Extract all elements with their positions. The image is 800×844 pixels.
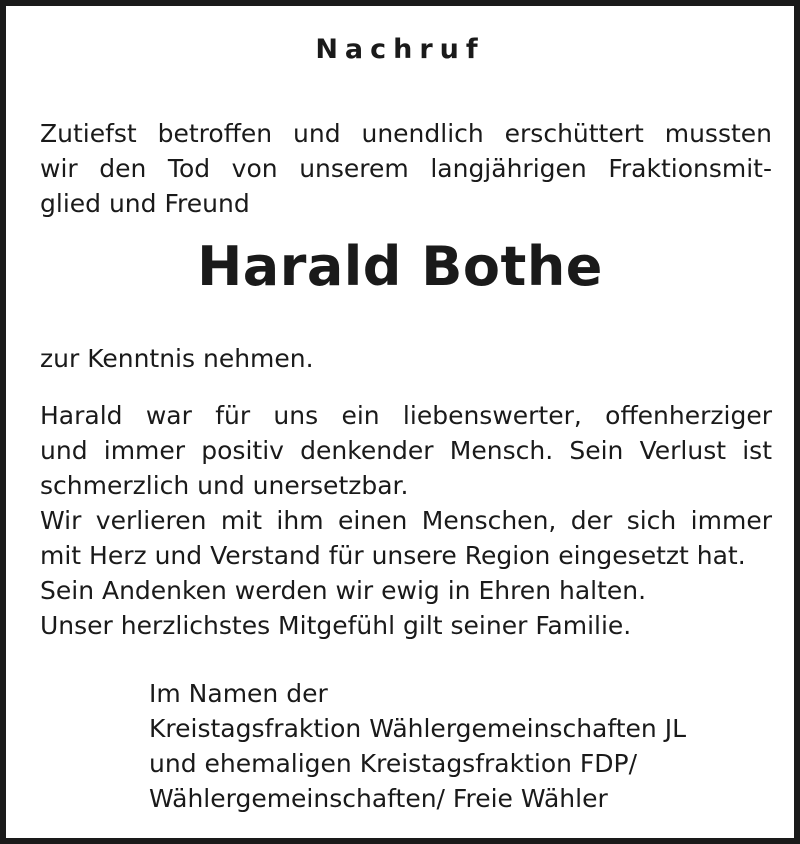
body-line: und immer positiv denkender Mensch. Sein Verlust ist: [40, 436, 772, 465]
after-name-text: [40, 341, 772, 376]
body-line: mit Herz und Verstand für unsere Region eingesetzt hat.: [40, 541, 746, 570]
body-line: Wir verlieren mit ihm einen Menschen, der sich immer: [40, 506, 772, 535]
body-paragraph: [40, 398, 772, 643]
notice-heading: Nachruf: [315, 34, 485, 65]
signature-line: Kreistagsfraktion Wählergemeinschaften JL: [149, 714, 686, 743]
signature-line: und ehemaligen Kreistagsfraktion FDP/: [149, 749, 638, 778]
body-line: Sein Andenken werden wir ewig in Ehren halten.: [40, 576, 647, 605]
signature-block: [149, 676, 686, 816]
body-line: schmerzlich und unersetzbar.: [40, 471, 409, 500]
body-line: Unser herzlichstes Mitgefühl gilt seiner Familie.: [40, 611, 632, 640]
signature-line: Wählergemeinschaften/ Freie Wähler: [149, 784, 608, 813]
intro-paragraph: [40, 116, 772, 221]
intro-line: glied und Freund: [40, 189, 250, 218]
signature-line: Im Namen der: [149, 679, 328, 708]
body-line: Harald war für uns ein liebenswerter, offenherziger: [40, 401, 772, 430]
intro-line: Zutiefst betroffen und unendlich erschüttert mussten: [40, 119, 772, 148]
after-name-line: zur Kenntnis nehmen.: [40, 344, 314, 373]
intro-line: wir den Tod von unserem langjährigen Fraktionsmit-: [40, 154, 772, 183]
deceased-name: Harald Bothe: [197, 235, 603, 298]
